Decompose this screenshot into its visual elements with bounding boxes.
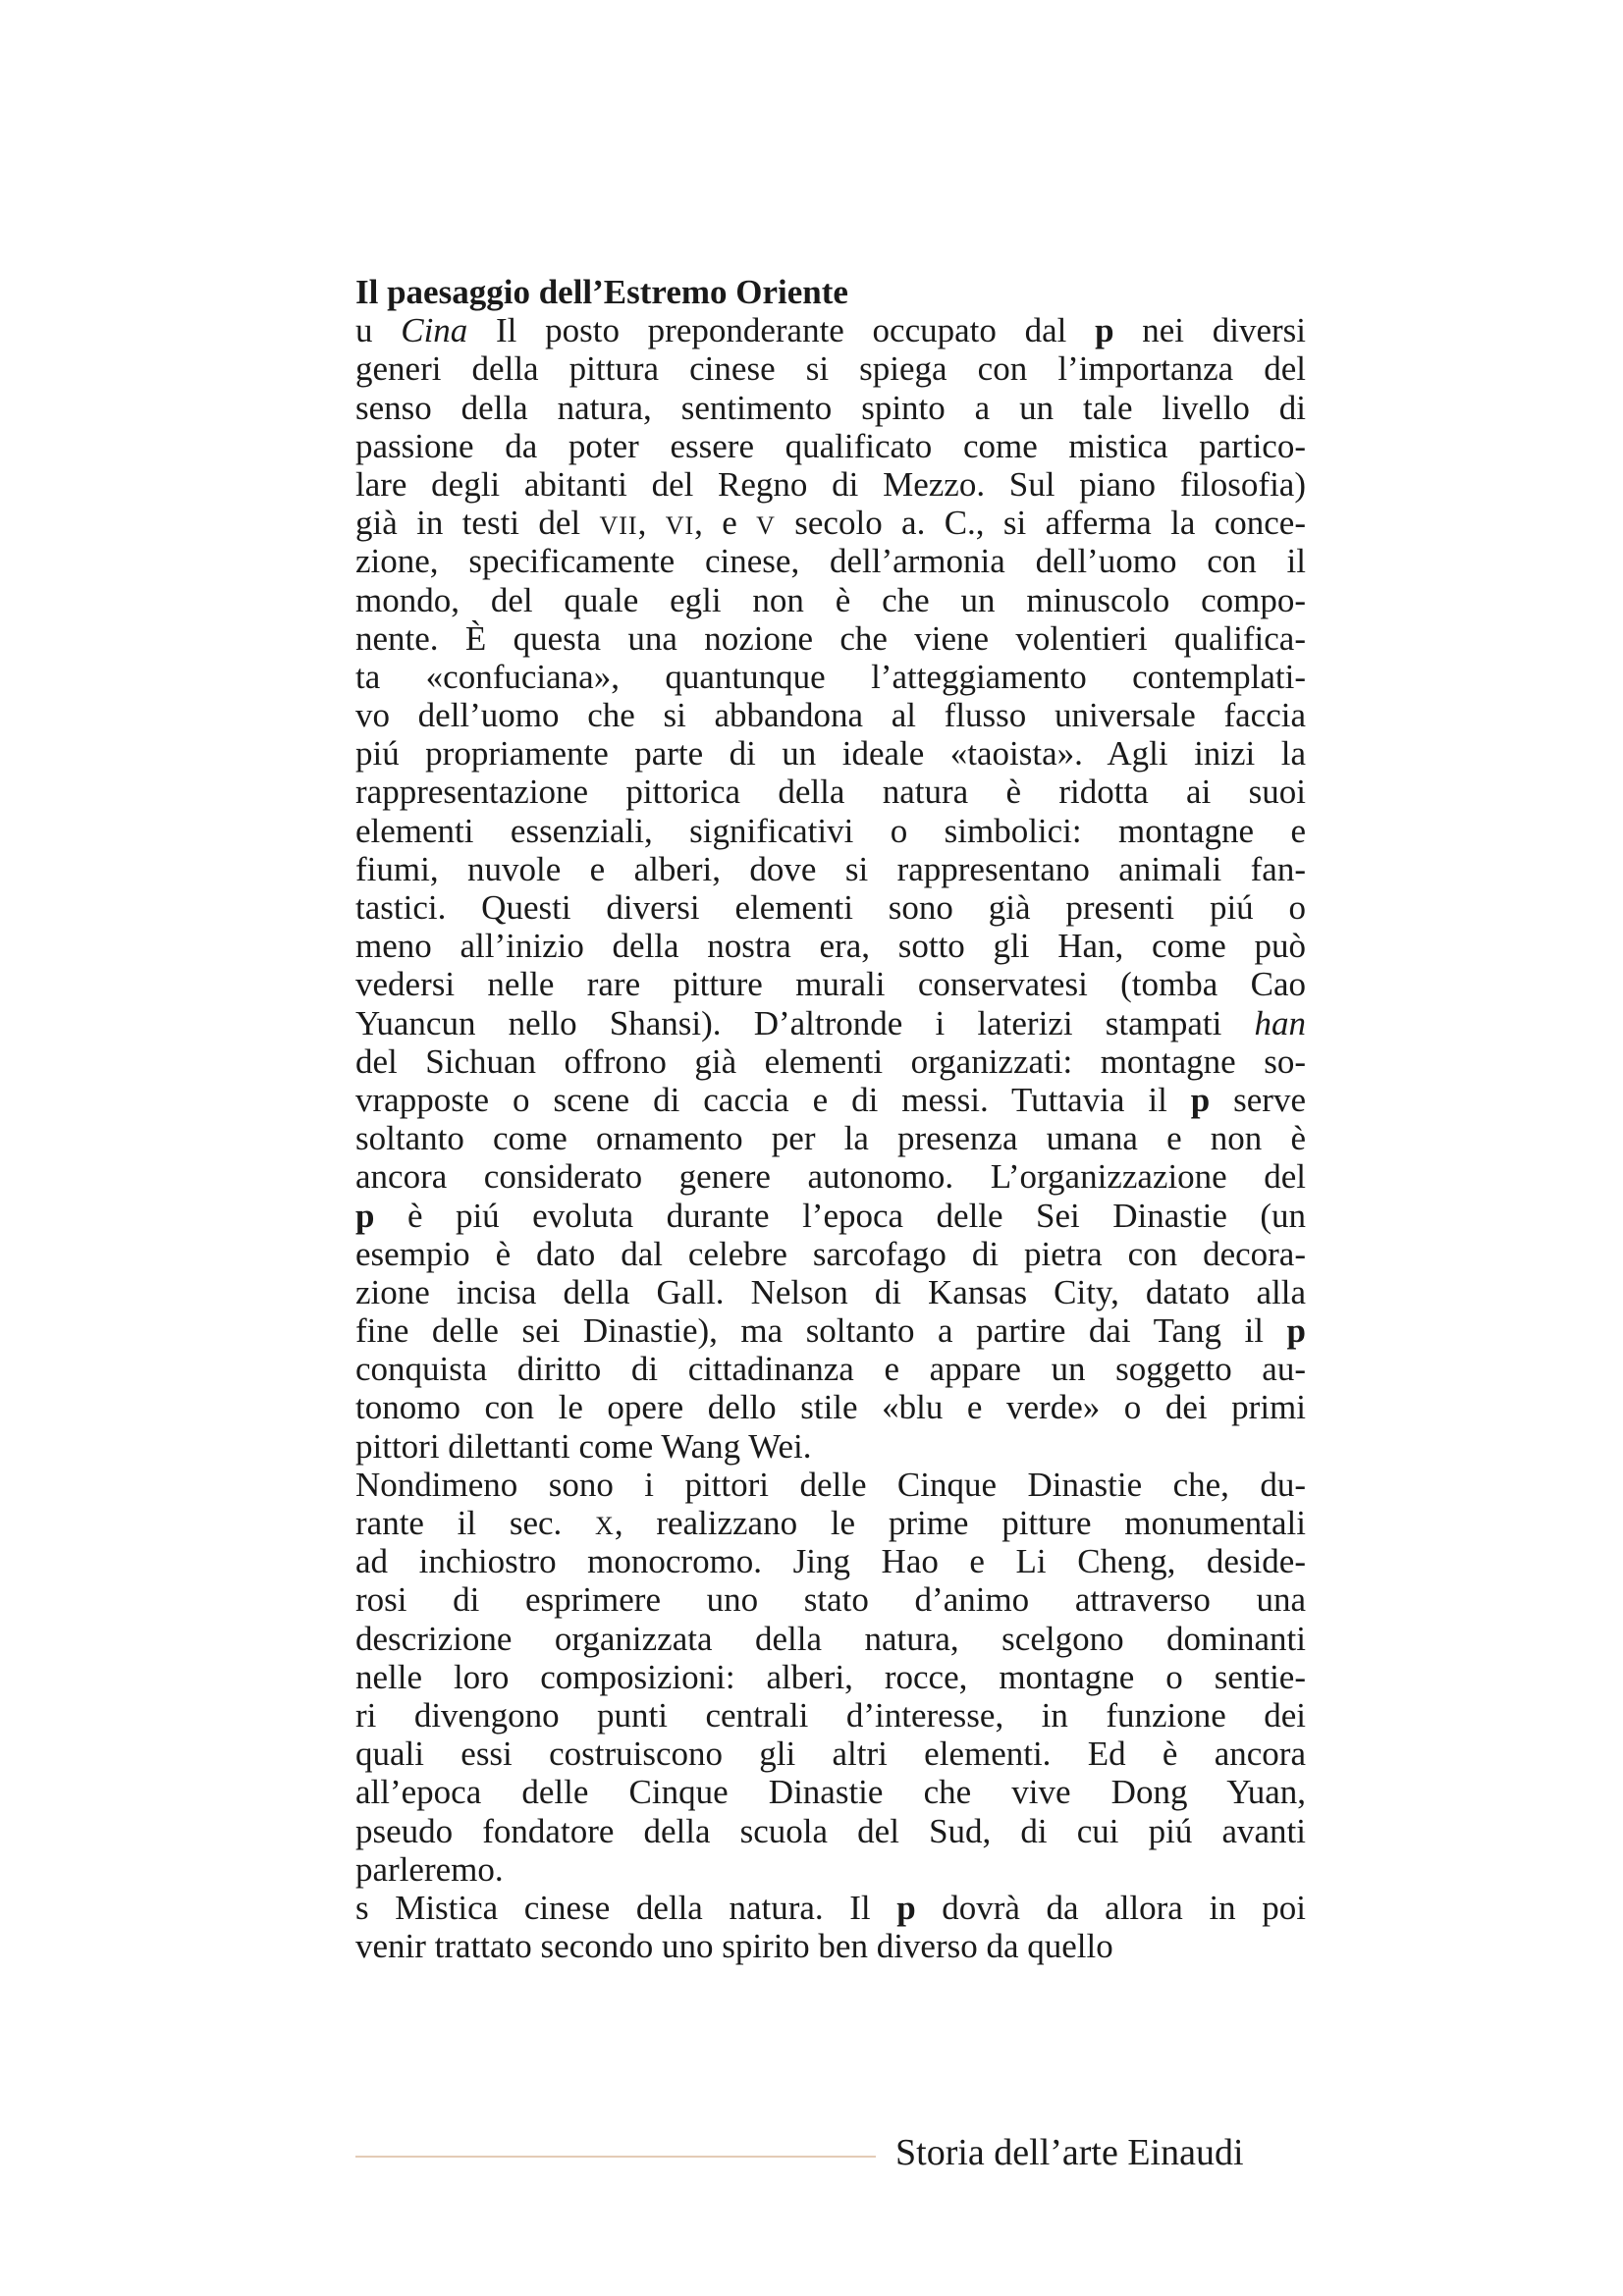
text-line xyxy=(355,1620,1306,1658)
text-line xyxy=(355,1927,1306,1965)
roman-numeral: VII xyxy=(599,511,638,541)
text-run: pseudo fondatore della scuola del Sud, di cui piú avanti xyxy=(355,1811,1306,1850)
text-line xyxy=(355,927,1306,965)
text-line xyxy=(355,581,1306,619)
bold-term: p xyxy=(355,1196,375,1235)
text-line xyxy=(355,1042,1306,1081)
text-line xyxy=(355,1850,1306,1889)
text-run: soltanto come ornamento per la presenza umana e non è xyxy=(355,1119,1306,1158)
text-run: venir trattato secondo uno spirito ben diverso da quello xyxy=(355,1927,1113,1966)
italic-term: han xyxy=(1254,1003,1306,1042)
text-line xyxy=(355,1004,1306,1042)
text-run: nei diversi xyxy=(1113,311,1306,350)
bold-term: p xyxy=(1286,1311,1306,1351)
text-line xyxy=(355,349,1306,388)
text-run: fine delle sei Dinastie), ma soltanto a partire dai Tang il xyxy=(355,1311,1287,1351)
text-run: mondo, del quale egli non è che un minuscolo compo- xyxy=(355,580,1306,619)
text-line xyxy=(355,1696,1306,1735)
footer-rule xyxy=(355,2156,876,2158)
text-run: serve xyxy=(1210,1080,1306,1119)
text-line xyxy=(355,850,1306,888)
text-run: conquista diritto di cittadinanza e appare un soggetto au- xyxy=(355,1350,1306,1389)
text-run: fiumi, nuvole e alberi, dove si rappresentano animali fan- xyxy=(355,849,1306,888)
bold-term: p xyxy=(896,1888,916,1927)
text-run: rante il sec. xyxy=(355,1504,596,1542)
text-run: all’epoca delle Cinque Dinastie che vive Dong Yuan, xyxy=(355,1773,1306,1812)
text-line xyxy=(355,1773,1306,1811)
text-line xyxy=(355,1235,1306,1273)
italic-term: Cina xyxy=(401,311,468,350)
text-run: , realizzano le prime pitture monumentali xyxy=(614,1504,1306,1542)
text-line xyxy=(355,1273,1306,1311)
text-line xyxy=(355,504,1306,542)
text-line xyxy=(355,696,1306,734)
text-run: Yuancun nello Shansi). D’altronde i laterizi stampati xyxy=(355,1003,1255,1042)
text-line xyxy=(355,1119,1306,1157)
text-line xyxy=(355,965,1306,1003)
text-run: è piú evoluta durante l’epoca delle Sei Dinastie (un xyxy=(374,1196,1306,1235)
text-run: pittori dilettanti come Wang Wei. xyxy=(355,1426,812,1466)
text-run: dovrà da allora in poi xyxy=(915,1888,1306,1927)
text-run: vedersi nelle rare pitture murali conservatesi (tomba Cao xyxy=(355,965,1306,1004)
text-run: generi della pittura cinese si spiega con l’importanza del xyxy=(355,349,1306,389)
text-run: nelle loro composizioni: alberi, rocce, montagne o sentie- xyxy=(355,1657,1306,1696)
text-run: ancora considerato genere autonomo. L’organizzazione del xyxy=(355,1157,1306,1197)
bold-term: p xyxy=(1095,311,1114,350)
text-run: , e xyxy=(694,504,757,543)
text-run: vrapposte o scene di caccia e di messi. Tuttavia il xyxy=(355,1080,1191,1119)
text-line xyxy=(355,1812,1306,1850)
text-line xyxy=(355,888,1306,927)
text-run: quali essi costruiscono gli altri elementi. Ed è ancora xyxy=(355,1735,1306,1774)
text-line xyxy=(355,1311,1306,1350)
roman-numeral: X xyxy=(595,1512,615,1540)
text-run: piú propriamente parte di un ideale «taoista». Agli inizi la xyxy=(355,734,1306,774)
text-run: secolo a. C., si afferma la conce- xyxy=(775,504,1306,543)
text-run: elementi essenziali, significativi o simbolici: montagne e xyxy=(355,811,1306,850)
text-run: s Mistica cinese della natura. Il xyxy=(355,1888,897,1927)
text-line xyxy=(355,1157,1306,1196)
text-line xyxy=(355,311,1306,349)
text-line xyxy=(355,812,1306,850)
text-line xyxy=(355,1658,1306,1696)
text-run: zione, specificamente cinese, dell’armonia dell’uomo con il xyxy=(355,542,1306,581)
text-run: tonomo con le opere dello stile «blu e verde» o dei primi xyxy=(355,1388,1306,1427)
text-run: lare degli abitanti del Regno di Mezzo. Sul piano filosofia) xyxy=(355,464,1306,504)
text-line xyxy=(355,1735,1306,1773)
text-line xyxy=(355,658,1306,696)
text-run: Nondimeno sono i pittori delle Cinque Dinastie che, du- xyxy=(355,1465,1306,1504)
text-line xyxy=(355,1889,1306,1927)
text-run: Il posto preponderante occupato dal xyxy=(467,311,1096,350)
text-run: del Sichuan offrono già elementi organizzati: montagne so- xyxy=(355,1041,1306,1081)
text-run: meno all’inizio della nostra era, sotto gli Han, come può xyxy=(355,927,1306,966)
text-line xyxy=(355,427,1306,465)
text-run: nente. È questa una nozione che viene volentieri qualifica- xyxy=(355,618,1306,658)
text-run: senso della natura, sentimento spinto a un tale livello di xyxy=(355,388,1306,427)
text-run: parleremo. xyxy=(355,1849,504,1889)
bold-term: p xyxy=(1190,1080,1211,1119)
paragraph-lines xyxy=(355,311,1306,1965)
roman-numeral: V xyxy=(756,511,776,541)
text-line xyxy=(355,542,1306,580)
text-run: esempio è dato dal celebre sarcofago di pietra con decora- xyxy=(355,1234,1306,1273)
article-body xyxy=(355,273,1306,1965)
text-line xyxy=(355,1388,1306,1426)
text-run: vo dell’uomo che si abbandona al flusso universale faccia xyxy=(355,696,1306,735)
text-run: passione da poter essere qualificato come mistica partico- xyxy=(355,426,1306,465)
text-run: tastici. Questi diversi elementi sono già presenti piú o xyxy=(355,888,1306,927)
footer-title: Storia dell’arte Einaudi xyxy=(895,2132,1244,2173)
text-run: , xyxy=(637,504,666,543)
text-run: ad inchiostro monocromo. Jing Hao e Li Cheng, deside- xyxy=(355,1542,1306,1581)
text-line xyxy=(355,1427,1306,1466)
text-line xyxy=(355,389,1306,427)
text-run: zione incisa della Gall. Nelson di Kansas City, datato alla xyxy=(355,1272,1306,1311)
text-line xyxy=(355,1504,1306,1542)
text-line xyxy=(355,1542,1306,1580)
text-line xyxy=(355,1350,1306,1388)
text-run: rosi di esprimere uno stato d’animo attraverso una xyxy=(355,1580,1306,1620)
roman-numeral: VI xyxy=(665,511,695,541)
text-run: già in testi del xyxy=(355,504,600,543)
text-line xyxy=(355,734,1306,773)
text-run: rappresentazione pittorica della natura è ridotta ai suoi xyxy=(355,773,1306,812)
text-line xyxy=(355,465,1306,504)
text-run: ri divengono punti centrali d’interesse, in funzione dei xyxy=(355,1695,1306,1735)
text-run: descrizione organizzata della natura, scelgono dominanti xyxy=(355,1619,1306,1658)
text-line xyxy=(355,773,1306,811)
section-heading: Il paesaggio dell’Estremo Oriente xyxy=(355,273,848,311)
text-run: u xyxy=(355,311,402,350)
text-line xyxy=(355,1466,1306,1504)
text-line xyxy=(355,1197,1306,1235)
text-line xyxy=(355,1081,1306,1119)
text-run: ta «confuciana», quantunque l’atteggiamento contemplati- xyxy=(355,657,1306,696)
text-line xyxy=(355,619,1306,658)
text-line xyxy=(355,1580,1306,1619)
